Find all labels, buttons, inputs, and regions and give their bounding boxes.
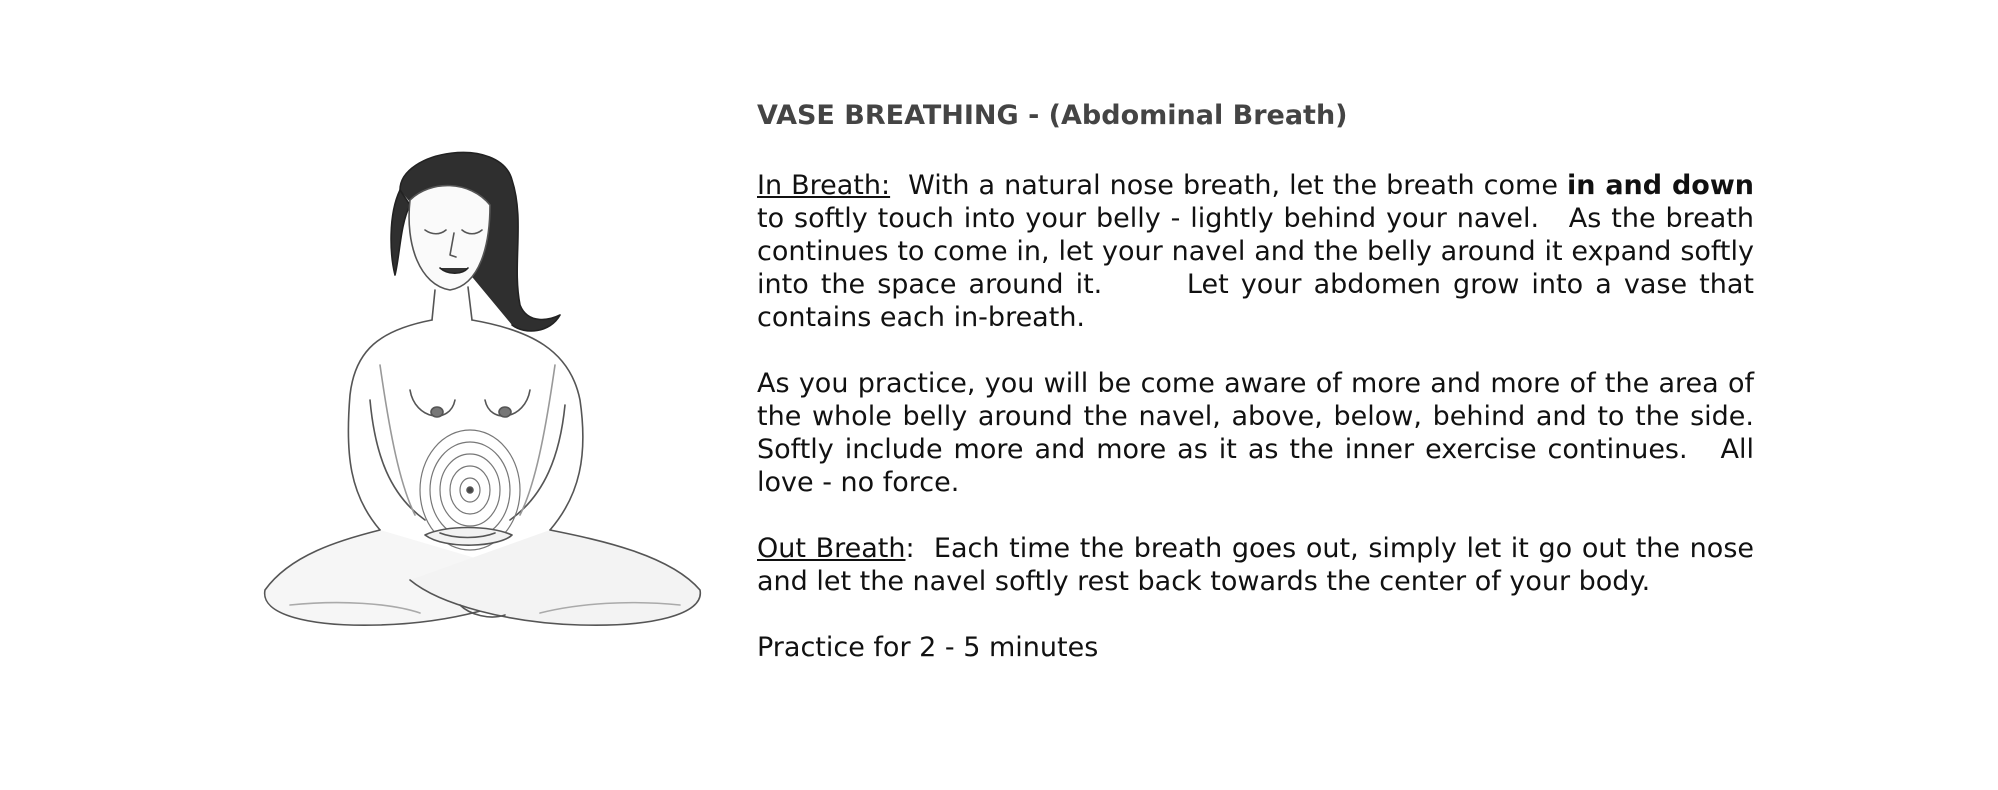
in-breath-label: In Breath: xyxy=(757,170,891,201)
out-breath-label: Out Breath xyxy=(757,533,906,564)
page-title: VASE BREATHING - (Abdominal Breath) xyxy=(757,100,1348,131)
in-breath-paragraph xyxy=(757,169,1763,334)
instruction-text xyxy=(757,96,1763,697)
in-breath-emphasis: in and down xyxy=(1567,170,1754,201)
out-breath-text: : Each time the breath goes out, simply let it go out the nose and let the navel softly rest back towards the center of your body. xyxy=(757,533,1763,597)
meditating-woman-sketch-icon xyxy=(250,135,710,645)
duration-text: Practice for 2 - 5 minutes xyxy=(757,632,1099,663)
in-breath-text-before: With a natural nose breath, let the breath come xyxy=(890,170,1567,201)
out-breath-paragraph xyxy=(757,532,1763,598)
practice-paragraph: As you practice, you will be come aware of more and more of the area of the whole belly around the navel, above, below, behind and to the side. Softly include more and more as it as the inner exercise continues. All love - no force. xyxy=(757,368,1763,498)
in-breath-text-after: to softly touch into your belly - lightly behind your navel. As the breath continues to come in, let your navel and the belly around it expand softly into the space around it. Let your abdomen grow into a vase that contains each in-breath. xyxy=(757,170,1763,333)
